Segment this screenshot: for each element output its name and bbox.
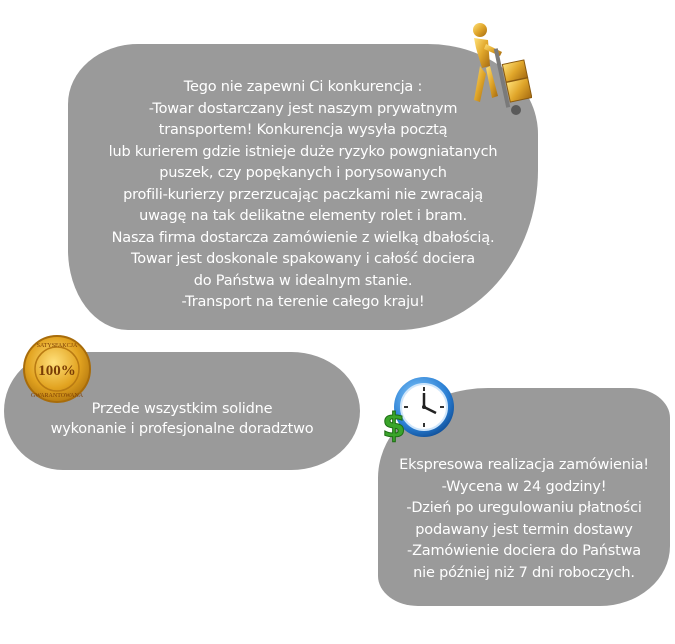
- delivery-line: -Towar dostarczany jest naszym prywatnym: [148, 100, 458, 117]
- delivery-line: puszek, czy popękanych i porysowanych: [159, 165, 447, 181]
- svg-text:$: $: [382, 406, 406, 445]
- clock-dollar-icon: [380, 375, 458, 445]
- seal-ring-top: SATYSFAKCJA: [36, 343, 78, 349]
- delivery-line: transportem! Konkurencja wysyła pocztą: [158, 122, 448, 138]
- delivery-line: lub kurierem gdzie istnieje duże ryzyko powgniatanych: [108, 143, 498, 160]
- satisfaction-seal-icon: [20, 334, 94, 404]
- quality-info-text: [4, 399, 360, 439]
- express-info-text: [378, 455, 670, 584]
- quality-line: wykonanie i profesjonalne doradztwo: [50, 421, 314, 437]
- express-line: -Zamówienie dociera do Państwa: [407, 543, 641, 559]
- express-line: podawany jest termin dostawy: [415, 521, 633, 538]
- courier-icon: [458, 18, 532, 118]
- delivery-line: Towar jest doskonale spakowany i całość dociera: [131, 251, 475, 267]
- express-line: Ekspresowa realizacja zamówienia!: [399, 457, 649, 473]
- delivery-line: do Państwa w idealnym stanie.: [193, 272, 413, 289]
- seal-ring-bottom: GWARANTOWANA: [30, 393, 84, 399]
- delivery-line: uwagę na tak delikatne elementy rolet i bram.: [139, 208, 467, 224]
- express-line: nie później niż 7 dni roboczych.: [413, 564, 635, 581]
- delivery-line: Nasza firma dostarcza zamówienie z wielką dbałością.: [111, 229, 495, 246]
- express-line: -Dzień po uregulowaniu płatności: [406, 500, 642, 516]
- seal-value: 100%: [38, 363, 76, 379]
- delivery-line: -Transport na terenie całego kraju!: [181, 294, 425, 310]
- delivery-line: profili-kurierzy przerzucając paczkami nie zwracają: [123, 186, 483, 203]
- express-line: -Wycena w 24 godziny!: [441, 478, 607, 495]
- quality-line: Przede wszystkim solidne: [91, 401, 273, 417]
- delivery-line: Tego nie zapewni Ci konkurencja :: [183, 79, 423, 95]
